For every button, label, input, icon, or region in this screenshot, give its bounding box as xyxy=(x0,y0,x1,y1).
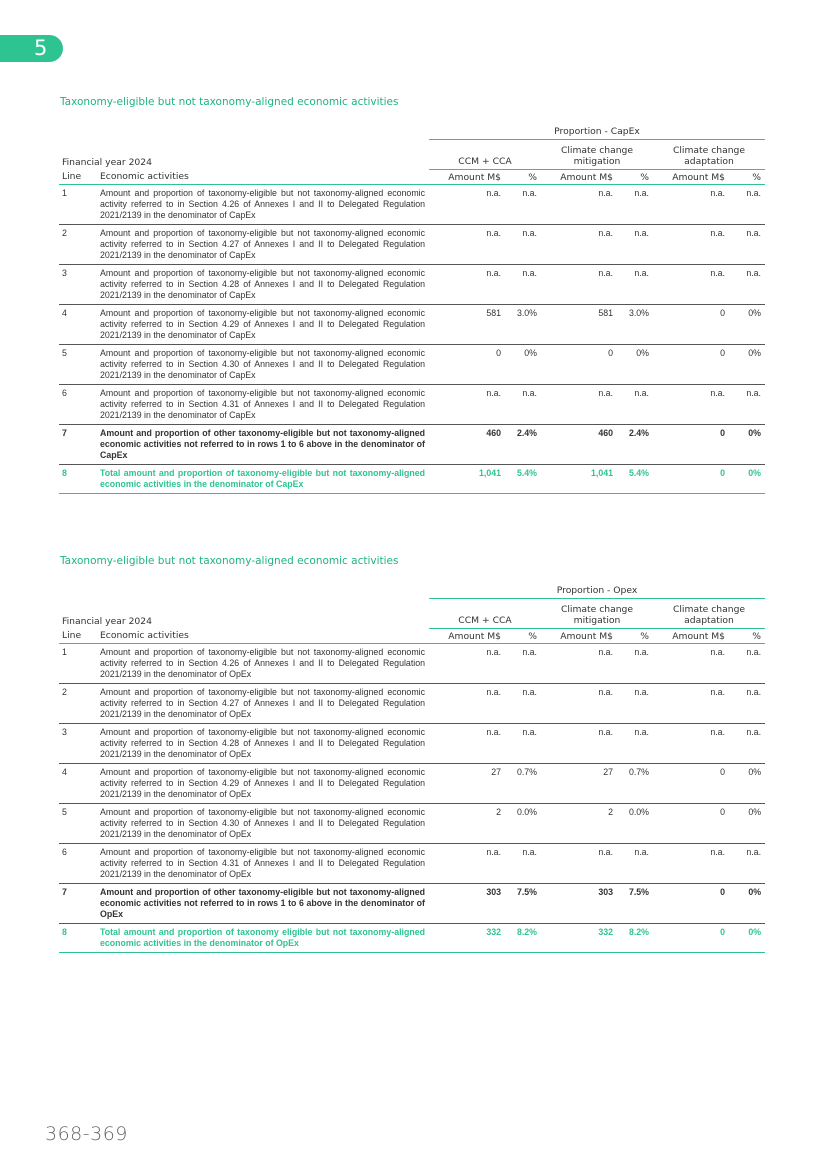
line-number: 1 xyxy=(59,185,100,225)
col-header: % xyxy=(729,170,765,185)
table-row xyxy=(59,764,765,804)
financial-year-label: Financial year 2024 xyxy=(62,615,152,627)
opex-section-title: Taxonomy-eligible but not taxonomy-aligned economic activities xyxy=(60,555,399,567)
line-number: 5 xyxy=(59,804,100,844)
amount-cell: 27 xyxy=(429,764,505,804)
chapter-badge: 5 xyxy=(0,35,63,62)
col-header: Amount M$ xyxy=(541,170,617,185)
line-number: 6 xyxy=(59,385,100,425)
amount-cell: n.a. xyxy=(653,185,729,225)
amount-cell: 581 xyxy=(541,305,617,345)
group-header-ccm-cca: CCM + CCA xyxy=(429,599,541,629)
capex-table xyxy=(59,121,765,494)
amount-cell: n.a. xyxy=(429,684,505,724)
table-row xyxy=(59,225,765,265)
table-row xyxy=(59,684,765,724)
activity-description: Amount and proportion of other taxonomy-eligible but not taxonomy-aligned economic activities not referred to in rows 1 to 6 above in the denominator of CapEx xyxy=(100,425,429,465)
amount-cell: 0 xyxy=(653,764,729,804)
col-header: % xyxy=(729,629,765,644)
activity-description: Amount and proportion of taxonomy-eligible but not taxonomy-aligned economic activity referred to in Section 4.28 of Annexes I and II to Delegated Regulation 2021/2139 in the denominator of CapEx xyxy=(100,265,429,305)
amount-cell: 332 xyxy=(429,924,505,953)
activity-description: Amount and proportion of taxonomy-eligible but not taxonomy-aligned economic activity referred to in Section 4.31 of Annexes I and II to Delegated Regulation 2021/2139 in the denominator of CapEx xyxy=(100,385,429,425)
col-header: Amount M$ xyxy=(429,629,505,644)
amount-cell: n.a. xyxy=(653,684,729,724)
line-number: 4 xyxy=(59,305,100,345)
amount-cell: n.a. xyxy=(653,385,729,425)
amount-cell: 0 xyxy=(653,465,729,494)
percent-cell: 0% xyxy=(729,924,765,953)
col-header: Amount M$ xyxy=(653,170,729,185)
amount-cell: n.a. xyxy=(429,265,505,305)
amount-cell: n.a. xyxy=(429,385,505,425)
amount-cell: n.a. xyxy=(653,225,729,265)
percent-cell: 2.4% xyxy=(617,425,653,465)
amount-cell: 0 xyxy=(653,305,729,345)
percent-cell: n.a. xyxy=(505,385,541,425)
col-header: % xyxy=(505,170,541,185)
activity-description: Amount and proportion of taxonomy-eligible but not taxonomy-aligned economic activity referred to in Section 4.28 of Annexes I and II to Delegated Regulation 2021/2139 in the denominator of OpEx xyxy=(100,724,429,764)
line-number: 2 xyxy=(59,225,100,265)
percent-cell: 5.4% xyxy=(617,465,653,494)
percent-cell: 0% xyxy=(617,345,653,385)
col-header: % xyxy=(505,629,541,644)
percent-cell: 2.4% xyxy=(505,425,541,465)
percent-cell: n.a. xyxy=(729,684,765,724)
activity-description: Amount and proportion of taxonomy-eligible but not taxonomy-aligned economic activity referred to in Section 4.30 of Annexes I and II to Delegated Regulation 2021/2139 in the denominator of CapEx xyxy=(100,345,429,385)
amount-cell: n.a. xyxy=(653,644,729,684)
amount-cell: 332 xyxy=(541,924,617,953)
table-row xyxy=(59,644,765,684)
line-number: 7 xyxy=(59,884,100,924)
percent-cell: 0% xyxy=(729,425,765,465)
percent-cell: 3.0% xyxy=(505,305,541,345)
activity-description: Total amount and proportion of taxonomy-eligible but not taxonomy-aligned economic activities in the denominator of CapEx xyxy=(100,465,429,494)
activity-description: Amount and proportion of taxonomy-eligible but not taxonomy-aligned economic activity referred to in Section 4.30 of Annexes I and II to Delegated Regulation 2021/2139 in the denominator of OpEx xyxy=(100,804,429,844)
group-header-adaptation: Climate change adaptation xyxy=(653,140,765,170)
amount-cell: 0 xyxy=(653,425,729,465)
amount-cell: 0 xyxy=(653,884,729,924)
table-row xyxy=(59,185,765,225)
amount-cell: 460 xyxy=(429,425,505,465)
line-number: 7 xyxy=(59,425,100,465)
percent-cell: n.a. xyxy=(505,684,541,724)
amount-cell: n.a. xyxy=(429,644,505,684)
amount-cell: 2 xyxy=(541,804,617,844)
percent-cell: n.a. xyxy=(617,265,653,305)
line-number: 6 xyxy=(59,844,100,884)
percent-cell: 0.7% xyxy=(617,764,653,804)
amount-cell: n.a. xyxy=(541,185,617,225)
amount-cell: 27 xyxy=(541,764,617,804)
table-row xyxy=(59,844,765,884)
amount-cell: 581 xyxy=(429,305,505,345)
amount-cell: 303 xyxy=(541,884,617,924)
amount-cell: n.a. xyxy=(541,724,617,764)
col-header: Economic activities xyxy=(100,170,429,185)
amount-cell: 1,041 xyxy=(429,465,505,494)
line-number: 1 xyxy=(59,644,100,684)
percent-cell: n.a. xyxy=(617,644,653,684)
percent-cell: 5.4% xyxy=(505,465,541,494)
group-header-mitigation: Climate change mitigation xyxy=(541,140,653,170)
amount-cell: n.a. xyxy=(541,225,617,265)
opex-table xyxy=(59,580,765,953)
table-row xyxy=(59,265,765,305)
col-header: Amount M$ xyxy=(653,629,729,644)
amount-cell: n.a. xyxy=(541,644,617,684)
table-row xyxy=(59,305,765,345)
percent-cell: n.a. xyxy=(617,385,653,425)
col-header: Amount M$ xyxy=(429,170,505,185)
line-number: 8 xyxy=(59,465,100,494)
percent-cell: n.a. xyxy=(505,644,541,684)
percent-cell: n.a. xyxy=(729,385,765,425)
group-header-mitigation: Climate change mitigation xyxy=(541,599,653,629)
amount-cell: 2 xyxy=(429,804,505,844)
amount-cell: n.a. xyxy=(429,185,505,225)
amount-cell: n.a. xyxy=(541,684,617,724)
amount-cell: n.a. xyxy=(653,724,729,764)
percent-cell: n.a. xyxy=(617,225,653,265)
percent-cell: n.a. xyxy=(617,844,653,884)
amount-cell: n.a. xyxy=(429,844,505,884)
group-header-adaptation: Climate change adaptation xyxy=(653,599,765,629)
col-header: % xyxy=(617,170,653,185)
percent-cell: 7.5% xyxy=(505,884,541,924)
activity-description: Amount and proportion of taxonomy-eligible but not taxonomy-aligned economic activity referred to in Section 4.31 of Annexes I and II to Delegated Regulation 2021/2139 in the denominator of OpEx xyxy=(100,844,429,884)
line-number: 3 xyxy=(59,724,100,764)
percent-cell: 0% xyxy=(729,884,765,924)
line-number: 5 xyxy=(59,345,100,385)
amount-cell: n.a. xyxy=(429,225,505,265)
table-row xyxy=(59,804,765,844)
percent-cell: n.a. xyxy=(729,265,765,305)
line-number: 3 xyxy=(59,265,100,305)
amount-cell: n.a. xyxy=(653,844,729,884)
amount-cell: 303 xyxy=(429,884,505,924)
col-header: Line xyxy=(59,629,100,644)
percent-cell: 8.2% xyxy=(505,924,541,953)
percent-cell: 7.5% xyxy=(617,884,653,924)
percent-cell: n.a. xyxy=(505,185,541,225)
table-row xyxy=(59,385,765,425)
activity-description: Amount and proportion of other taxonomy-eligible but not taxonomy-aligned economic activities not referred to in rows 1 to 6 above in the denominator of OpEx xyxy=(100,884,429,924)
percent-cell: n.a. xyxy=(617,684,653,724)
amount-cell: n.a. xyxy=(429,724,505,764)
amount-cell: 0 xyxy=(429,345,505,385)
amount-cell: 1,041 xyxy=(541,465,617,494)
proportion-header: Proportion - Opex xyxy=(429,580,765,599)
percent-cell: n.a. xyxy=(505,265,541,305)
table-row xyxy=(59,465,765,494)
activity-description: Total amount and proportion of taxonomy eligible but not taxonomy-aligned economic activities in the denominator of OpEx xyxy=(100,924,429,953)
amount-cell: 0 xyxy=(653,345,729,385)
percent-cell: n.a. xyxy=(729,644,765,684)
line-number: 4 xyxy=(59,764,100,804)
table-row xyxy=(59,724,765,764)
col-header: Amount M$ xyxy=(541,629,617,644)
column-header-row xyxy=(59,170,765,185)
percent-cell: n.a. xyxy=(505,724,541,764)
page-number: 368-369 xyxy=(45,1123,128,1145)
percent-cell: 0% xyxy=(729,804,765,844)
table-row xyxy=(59,345,765,385)
activity-description: Amount and proportion of taxonomy-eligible but not taxonomy-aligned economic activity referred to in Section 4.27 of Annexes I and II to Delegated Regulation 2021/2139 in the denominator of OpEx xyxy=(100,684,429,724)
amount-cell: 0 xyxy=(541,345,617,385)
activity-description: Amount and proportion of taxonomy-eligible but not taxonomy-aligned economic activity referred to in Section 4.26 of Annexes I and II to Delegated Regulation 2021/2139 in the denominator of CapEx xyxy=(100,185,429,225)
percent-cell: 3.0% xyxy=(617,305,653,345)
amount-cell: n.a. xyxy=(541,265,617,305)
activity-description: Amount and proportion of taxonomy-eligible but not taxonomy-aligned economic activity referred to in Section 4.29 of Annexes I and II to Delegated Regulation 2021/2139 in the denominator of OpEx xyxy=(100,764,429,804)
percent-cell: 0% xyxy=(729,345,765,385)
line-number: 2 xyxy=(59,684,100,724)
table-row xyxy=(59,425,765,465)
financial-year-label: Financial year 2024 xyxy=(62,156,152,168)
activity-description: Amount and proportion of taxonomy-eligible but not taxonomy-aligned economic activity referred to in Section 4.29 of Annexes I and II to Delegated Regulation 2021/2139 in the denominator of CapEx xyxy=(100,305,429,345)
table-row xyxy=(59,884,765,924)
amount-cell: 0 xyxy=(653,924,729,953)
group-header-ccm-cca: CCM + CCA xyxy=(429,140,541,170)
amount-cell: 0 xyxy=(653,804,729,844)
percent-cell: 0.0% xyxy=(505,804,541,844)
capex-section-title: Taxonomy-eligible but not taxonomy-aligned economic activities xyxy=(60,96,399,108)
table-row xyxy=(59,924,765,953)
column-header-row xyxy=(59,629,765,644)
percent-cell: n.a. xyxy=(729,844,765,884)
activity-description: Amount and proportion of taxonomy-eligible but not taxonomy-aligned economic activity referred to in Section 4.27 of Annexes I and II to Delegated Regulation 2021/2139 in the denominator of CapEx xyxy=(100,225,429,265)
percent-cell: n.a. xyxy=(729,185,765,225)
percent-cell: n.a. xyxy=(729,724,765,764)
percent-cell: 0% xyxy=(729,764,765,804)
amount-cell: n.a. xyxy=(653,265,729,305)
percent-cell: 0.7% xyxy=(505,764,541,804)
amount-cell: 460 xyxy=(541,425,617,465)
col-header: Economic activities xyxy=(100,629,429,644)
percent-cell: n.a. xyxy=(617,724,653,764)
col-header: % xyxy=(617,629,653,644)
percent-cell: n.a. xyxy=(617,185,653,225)
percent-cell: n.a. xyxy=(729,225,765,265)
line-number: 8 xyxy=(59,924,100,953)
proportion-header: Proportion - CapEx xyxy=(429,121,765,140)
percent-cell: 8.2% xyxy=(617,924,653,953)
amount-cell: n.a. xyxy=(541,844,617,884)
percent-cell: n.a. xyxy=(505,844,541,884)
amount-cell: n.a. xyxy=(541,385,617,425)
percent-cell: 0% xyxy=(729,465,765,494)
percent-cell: 0% xyxy=(729,305,765,345)
percent-cell: 0% xyxy=(505,345,541,385)
col-header: Line xyxy=(59,170,100,185)
percent-cell: n.a. xyxy=(505,225,541,265)
percent-cell: 0.0% xyxy=(617,804,653,844)
activity-description: Amount and proportion of taxonomy-eligible but not taxonomy-aligned economic activity referred to in Section 4.26 of Annexes I and II to Delegated Regulation 2021/2139 in the denominator of OpEx xyxy=(100,644,429,684)
